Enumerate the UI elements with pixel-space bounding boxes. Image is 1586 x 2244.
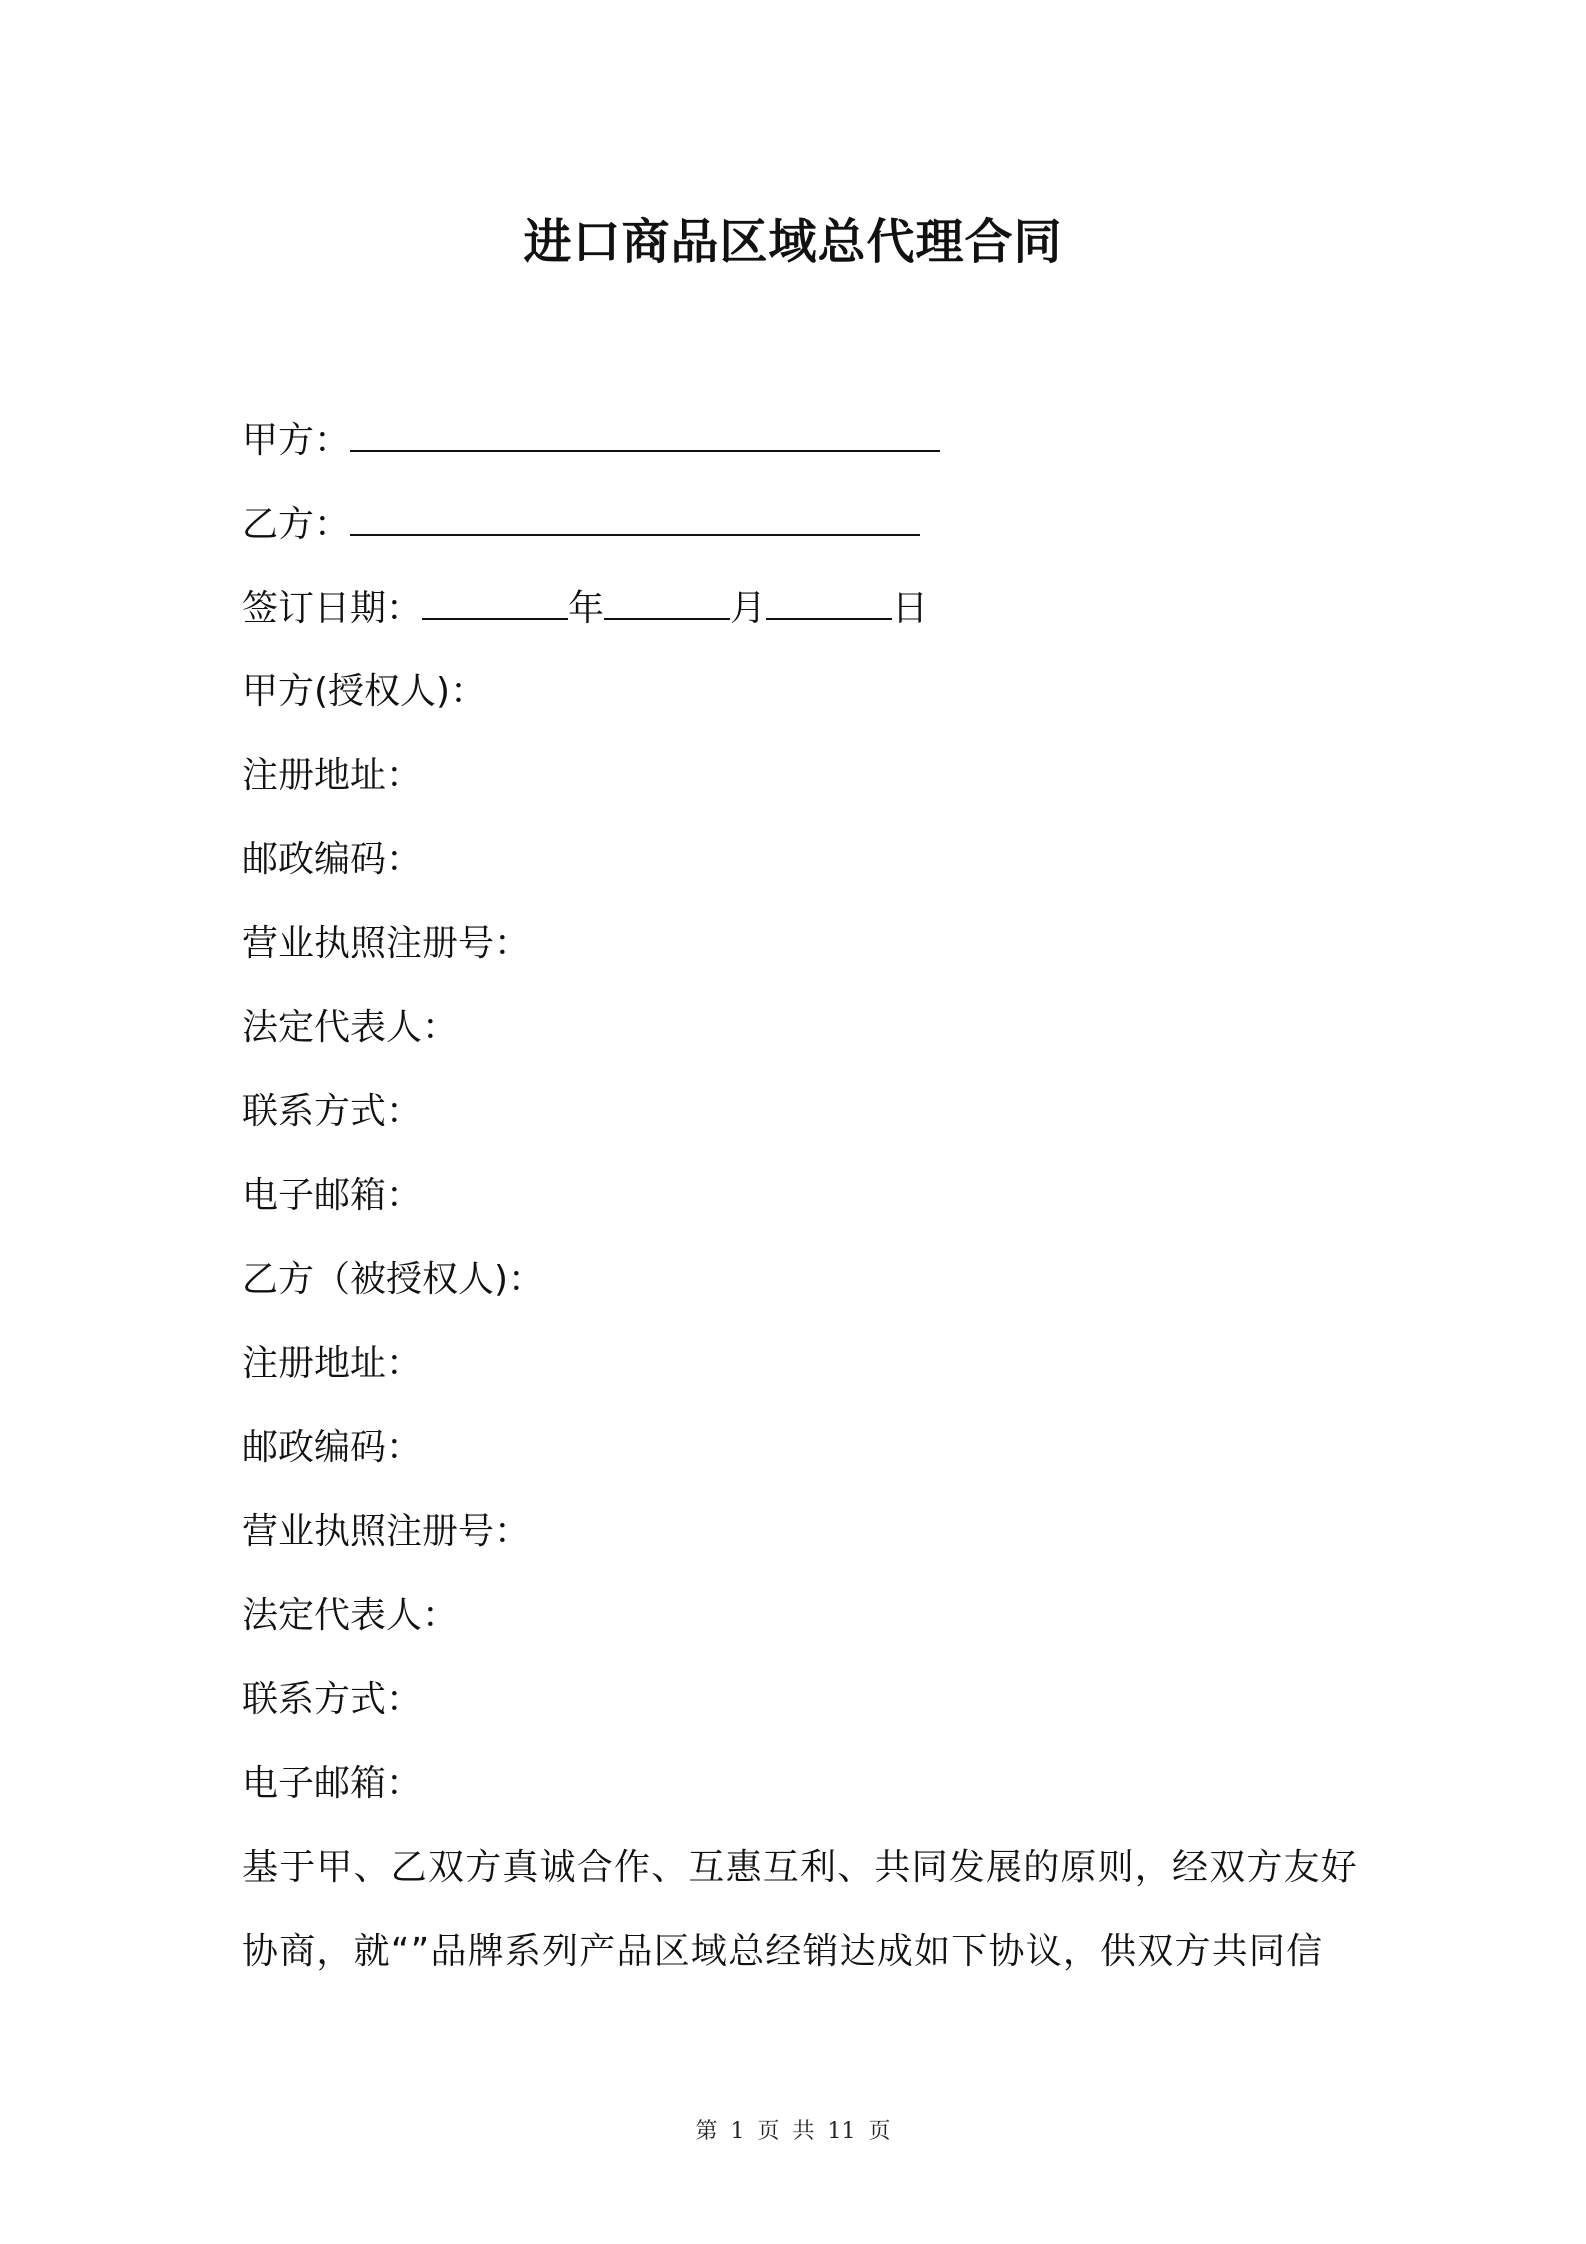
party-a-field-legal-rep: 法定代表人： — [242, 1007, 459, 1048]
sign-date-label: 签订日期： — [242, 588, 423, 629]
party-a-field-contact: 联系方式： — [242, 1091, 423, 1132]
party-a-field-email: 电子邮箱： — [242, 1175, 423, 1216]
party-a-field-postcode: 邮政编码： — [242, 839, 423, 880]
page-footer: 第 1 页 共 11 页 — [695, 2119, 891, 2144]
party-a-line — [242, 416, 940, 465]
party-a-blank — [350, 416, 940, 452]
month-blank — [604, 584, 730, 620]
party-b-heading: 乙方（被授权人)： — [242, 1259, 545, 1300]
party-a-field-address: 注册地址： — [242, 755, 423, 796]
sign-date-line — [242, 584, 928, 633]
party-b-line — [242, 500, 920, 549]
party-a-label: 甲方： — [242, 420, 351, 461]
party-a-heading: 甲方(授权人)： — [242, 671, 487, 712]
document-title: 进口商品区域总代理合同 — [523, 214, 1063, 270]
party-b-blank — [350, 500, 920, 536]
party-b-label: 乙方： — [242, 504, 351, 545]
paragraph-line-1: 基于甲、乙双方真诚合作、互惠互利、共同发展的原则，经双方友好 — [242, 1847, 1359, 1888]
day-blank — [766, 584, 892, 620]
party-b-field-address: 注册地址： — [242, 1343, 423, 1384]
party-b-field-postcode: 邮政编码： — [242, 1427, 423, 1468]
month-label: 月 — [730, 588, 767, 629]
year-blank — [422, 584, 568, 620]
party-b-field-contact: 联系方式： — [242, 1679, 423, 1720]
year-label: 年 — [568, 588, 605, 629]
day-label: 日 — [892, 588, 929, 629]
party-a-field-license: 营业执照注册号： — [242, 923, 531, 964]
party-b-field-email: 电子邮箱： — [242, 1763, 423, 1804]
party-b-field-legal-rep: 法定代表人： — [242, 1595, 459, 1636]
party-b-field-license: 营业执照注册号： — [242, 1511, 531, 1552]
paragraph-line-2: 协商，就“”品牌系列产品区域总经销达成如下协议，供双方共同信 — [242, 1931, 1324, 1972]
